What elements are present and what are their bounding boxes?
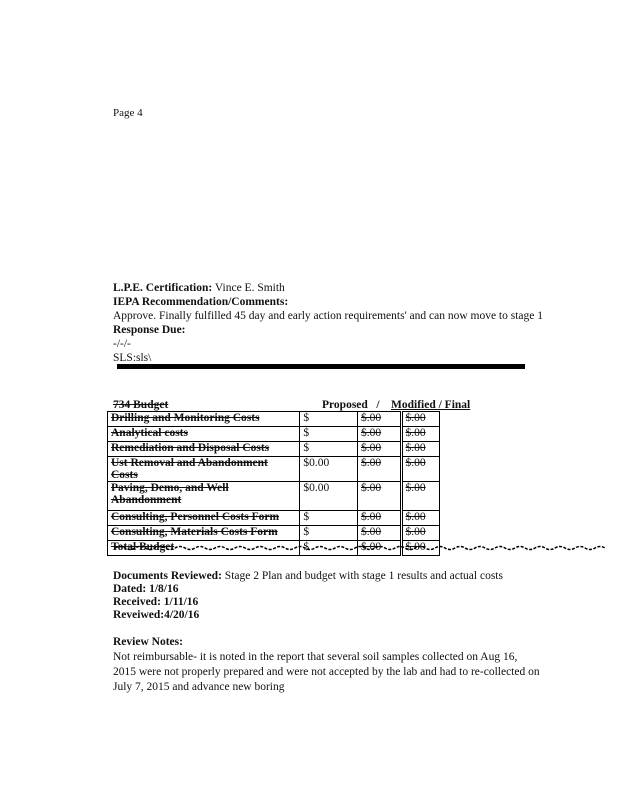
- received-line: [113, 596, 583, 609]
- budget-modified-cell: $.00: [358, 541, 402, 556]
- wavy-divider: [115, 545, 605, 551]
- page-number: Page 4: [113, 107, 143, 119]
- budget-modified-cell: $.00: [358, 511, 402, 526]
- budget-final-cell: $.00: [401, 526, 439, 541]
- budget-category-cell: Drilling and Monitoring Costs: [108, 412, 300, 427]
- budget-proposed-cell: $: [300, 427, 358, 442]
- budget-final-cell: $.00: [401, 541, 439, 556]
- budget-final-cell: $.00: [401, 482, 439, 511]
- reviewed-date-value: 4/20/16: [164, 609, 200, 621]
- budget-proposed-cell: $: [300, 412, 358, 427]
- budget-row: [108, 457, 440, 482]
- budget-final-cell: $.00: [401, 457, 439, 482]
- budget-category-cell: Remediation and Disposal Costs: [108, 442, 300, 457]
- budget-proposed-cell: $: [300, 511, 358, 526]
- certification-block: [113, 281, 583, 365]
- budget-row: [108, 526, 440, 541]
- documents-reviewed-line: [113, 570, 583, 583]
- budget-final-cell: $.00: [401, 412, 439, 427]
- budget-category-cell: Total Budget: [108, 541, 300, 556]
- budget-final-cell: $.00: [401, 442, 439, 457]
- budget-proposed-cell: $0.00: [300, 482, 358, 511]
- budget-modified-cell: $.00: [358, 526, 402, 541]
- reviewed-date-line: [113, 609, 583, 622]
- budget-category-cell: Analytical costs: [108, 427, 300, 442]
- budget-category-cell: Consulting, Materials Costs Form: [108, 526, 300, 541]
- budget-proposed-cell: $: [300, 541, 358, 556]
- budget-row: [108, 412, 440, 427]
- budget-table-body: [108, 412, 440, 556]
- documents-block: [113, 570, 583, 622]
- budget-table: [107, 411, 440, 556]
- budget-final-cell: $.00: [401, 427, 439, 442]
- recommendation-text: Approve. Finally fulfilled 45 day and early action requirements' and can now move to stage 1: [113, 310, 544, 322]
- initials: SLS:sls\: [113, 352, 152, 364]
- budget-row: [108, 482, 440, 511]
- budget-header: [113, 399, 473, 411]
- review-notes-heading: Review Notes:: [113, 636, 183, 648]
- budget-category-cell: Consulting, Personnel Costs Form: [108, 511, 300, 526]
- lpe-label: L.P.E. Certification:: [113, 282, 213, 294]
- response-due-value: -/-/-: [113, 338, 131, 350]
- budget-col-proposed: [322, 399, 380, 411]
- budget-proposed-cell: $0.00: [300, 457, 358, 482]
- received-value: 1/11/16: [163, 596, 199, 608]
- reviewed-date-label: Reveiwed:: [113, 609, 165, 621]
- documents-reviewed-label: Documents Reviewed:: [113, 570, 222, 582]
- lpe-certification-line: [113, 281, 583, 295]
- review-notes-text: Not reimbursable- it is noted in the report that several soil samples collected on Aug 16, 2015 were not properly prepared and were not accepted by the lab and had to re-collected on July 7, 2015 and advance new boring: [113, 651, 540, 693]
- budget-category-cell: Ust Removal and Abandonment Costs: [108, 457, 300, 482]
- col-separator: /: [376, 399, 380, 411]
- proposed-label: Proposed: [322, 399, 368, 411]
- budget-row: [108, 511, 440, 526]
- budget-modified-cell: $.00: [358, 482, 402, 511]
- budget-category-cell: Paving, Demo, and Well Abandonment: [108, 482, 300, 511]
- budget-proposed-cell: $: [300, 442, 358, 457]
- budget-title: 734 Budget: [113, 399, 169, 411]
- budget-modified-cell: $.00: [358, 412, 402, 427]
- lpe-value: Vince E. Smith: [214, 282, 285, 294]
- budget-final-cell: $.00: [401, 511, 439, 526]
- budget-row: [108, 442, 440, 457]
- documents-reviewed-value: Stage 2 Plan and budget with stage 1 results and actual costs: [224, 570, 503, 582]
- review-notes: [113, 635, 543, 695]
- budget-col-modified-final: Modified / Final: [391, 399, 471, 411]
- section-divider: [117, 364, 525, 369]
- response-due-label: Response Due:: [113, 324, 186, 336]
- dated-value: 1/8/16: [149, 583, 179, 595]
- budget-modified-cell: $.00: [358, 457, 402, 482]
- budget-proposed-cell: $: [300, 526, 358, 541]
- budget-modified-cell: $.00: [358, 442, 402, 457]
- budget-row: [108, 427, 440, 442]
- budget-modified-cell: $.00: [358, 427, 402, 442]
- received-label: Received:: [113, 596, 161, 608]
- dated-label: Dated:: [113, 583, 147, 595]
- recommendation-label: IEPA Recommendation/Comments:: [113, 296, 289, 308]
- dated-line: [113, 583, 583, 596]
